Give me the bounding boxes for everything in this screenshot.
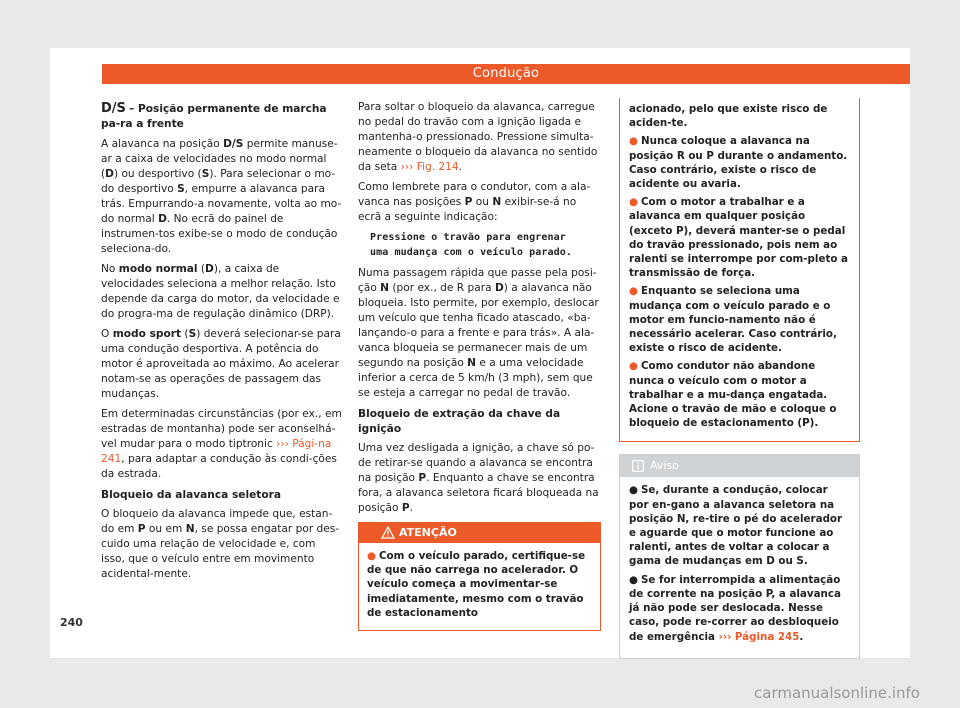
bullet-icon: ● (367, 550, 376, 562)
bold-run: modo sport (112, 328, 182, 340)
column-2 (358, 100, 601, 631)
text-run: ( (197, 263, 206, 275)
reminder-paragraph (358, 180, 601, 225)
text-run: Uma vez desligada a ignição, a chave só po-de retirar-se quando a alavanca se encontra na posição (358, 442, 595, 484)
page-number: 240 (60, 616, 83, 629)
bold-run: P (401, 502, 410, 514)
display-message-line-1: Pressione o travão para engrenar (370, 232, 566, 243)
warning-bullet: ● Como condutor não abandone nunca o veículo com o motor a trabalhar e a mu-dança engatada. Acione o travão de mão e coloque o bloqueio de estacionamento (P). (629, 360, 837, 430)
note-box (619, 454, 860, 658)
text-run: ou (472, 196, 493, 208)
text-run: No (101, 263, 119, 275)
bold-run: D (205, 263, 214, 275)
bullet-icon: ● (629, 135, 638, 148)
text-run: (por ex., de R para (389, 282, 495, 294)
bold-run: S (201, 168, 210, 180)
warning-box-continued (619, 98, 860, 442)
svg-text:D/S: D/S (101, 101, 126, 114)
note-bullet: ● Se for interrompida a alimentação de corrente na posição P, a alavanca já não pode ser deslocada. Nesse caso, pode re-correr ao desbloqueio de emergência ››› Página 245. (629, 573, 841, 643)
normal-mode-paragraph (101, 262, 342, 322)
text-run: ) ou desportivo ( (113, 168, 202, 180)
bold-run: D (105, 168, 114, 180)
text-run: , se possa engatar por des-cuido uma relação de velocidade e, com isso, que o veículo entre em movimento acidental-mente. (101, 523, 340, 580)
tiptronic-page-link[interactable]: ››› Pági-na 241 (101, 438, 332, 465)
lever-lock-paragraph (101, 507, 342, 582)
text-run: permite manuse-ar a caixa de velocidades no modo normal ( (101, 138, 338, 180)
note-body (620, 477, 859, 657)
ds-paragraph (101, 137, 342, 257)
bullet-icon: ● (629, 360, 638, 373)
text-run: ou em (145, 523, 186, 535)
sport-mode-paragraph (101, 327, 342, 402)
key-lock-paragraph (358, 441, 601, 516)
info-icon (632, 460, 644, 472)
bullet-icon: ● (629, 573, 638, 586)
bold-run: N (380, 282, 390, 294)
bold-run: P (137, 523, 146, 535)
warning-header (359, 523, 600, 543)
page-245-link[interactable]: ››› Página 245 (718, 630, 800, 643)
warning-continuation: acionado, pelo que existe risco de aciden-te. (629, 103, 828, 130)
watermark: carmanualsonline.info (754, 684, 920, 702)
text-run: , empurre a alavanca para trás. Empurrando-a novamente, volta ao mo-do normal (101, 183, 342, 225)
quick-pass-paragraph (358, 266, 601, 401)
warning-body (359, 543, 600, 630)
bold-run: N (467, 357, 477, 369)
display-message-line-2: uma mudança com o veículo parado. (370, 247, 572, 258)
bold-run: D (494, 282, 504, 294)
bullet-icon: ● (629, 285, 638, 298)
warning-triangle-icon (381, 526, 395, 539)
section-title: Condução (472, 66, 540, 81)
text-run: ) a alavanca não bloqueia. Isto permite, por exemplo, deslocar um veículo que tenha ficado atascado, «ba-lançando-o para a frente e para trás». A ala-vanca bloqueia se permanecer mais de um segundo na posição (358, 282, 599, 369)
bold-run: P (464, 196, 473, 208)
bold-run: S (188, 328, 197, 340)
text-run: . (409, 502, 413, 514)
text-run: Como lembrete para o condutor, com a ala-vanca nas posições (358, 181, 591, 208)
release-lock-paragraph: Para soltar o bloqueio da alavanca, carregue no pedal do travão com a ignição ligada e mantenha-o pressionado. Pressione simulta-neamente o bloqueio da alavanca no sentido da seta ››› Fig. 214. (358, 101, 598, 173)
bold-run: D (158, 213, 167, 225)
bold-run: P (418, 472, 427, 484)
bold-run: N (492, 196, 502, 208)
warning-bullet: ● Com o veículo parado, certifique-se de que não carrega no acelerador. O veículo começa a movimentar-se imediatamente, mesmo com o travão de estacionamento (367, 550, 586, 619)
column-1 (101, 100, 342, 587)
text-run: ). Para selecionar o mo-do desportivo (101, 168, 336, 195)
d-s-gear-icon (101, 100, 127, 114)
bold-run: D/S (223, 138, 244, 150)
bold-run: modo normal (118, 263, 198, 275)
note-title: Aviso (650, 459, 679, 473)
bold-run: S (177, 183, 185, 195)
text-run: A alavanca na posição (101, 138, 224, 150)
warning-title: ATENÇÃO (399, 526, 457, 539)
warning-bullet: ● Enquanto se seleciona uma mudança com o veículo parado e o motor em funcio-namento não é necessário acelerar. Caso contrário, existe o risco de acidente. (629, 285, 837, 355)
text-run: ), a caixa de velocidades seleciona a melhor relação. Isto depende da carga do motor, da velocidade e do progra-ma de regulação dinâmico (DRP). (101, 263, 340, 320)
bullet-icon: ● (629, 196, 638, 209)
text-run: ) deverá selecionar-se para uma condução desportiva. A potência do motor é aproveitada ao máximo. Ao acelerar notam-se as operações de passagem das mudanças. (101, 328, 341, 400)
warning-bullet: ● Com o motor a trabalhar e a alavanca em qualquer posição (exceto P), deverá manter-se o pedal do travão pressionado, pois nem ao ralenti se interrompe por com-pleto a transmissão de força. (629, 196, 848, 280)
text-run: O bloqueio da alavanca impede que, estan-do em (101, 508, 333, 535)
lever-lock-heading: Bloqueio da alavanca seletora (101, 489, 281, 501)
key-lock-heading: Bloqueio de extração da chave da ignição (358, 408, 561, 435)
text-run: ( (181, 328, 189, 340)
text-run: Numa passagem rápida que passe pela posi-ção (358, 267, 597, 294)
warning-box (358, 522, 601, 631)
section-header (102, 64, 910, 84)
column-3 (619, 98, 860, 659)
figure-214-link[interactable]: ››› Fig. 214 (400, 161, 459, 173)
bold-run: N (185, 523, 195, 535)
tiptronic-paragraph: Em determinadas circunstâncias (por ex., em estradas de montanha) pode ser aconselhá-vel mudar para o modo tiptronic ››› Pági-na 241, para adaptar a condução às condi-ções da estrada. (101, 408, 342, 480)
note-bullet: ● Se, durante a condução, colocar por en-gano a alavanca seletora na posição N, re-tire o pé do acelerador e aguarde que o motor funcione ao ralenti, antes de voltar a colocar a gama de mudanças em D ou S. (629, 484, 843, 568)
text-run: exibir-se-á no ecrã a seguinte indicação: (358, 196, 577, 223)
bullet-icon: ● (629, 484, 638, 497)
manual-page (50, 48, 910, 658)
text-run: O (101, 328, 113, 340)
text-run: . No ecrã do painel de instrumen-tos exibe-se o modo de condução seleciona-do. (101, 213, 338, 255)
display-message (370, 230, 601, 260)
ds-position-heading: D/S – Posição permanente de marcha pa-ra a frente (101, 101, 327, 130)
text-run: e a uma velocidade inferior a cerca de 5 km/h (3 mph), sem que se esteja a carregar no pedal de travão. (358, 357, 593, 399)
note-header (620, 455, 859, 477)
warning-bullet: ● Nunca coloque a alavanca na posição R ou P durante o andamento. Caso contrário, existe o risco de acidente ou avaria. (629, 135, 848, 191)
text-run: . Enquanto a chave se encontra fora, a alavanca seletora ficará bloqueada na posição (358, 472, 599, 514)
